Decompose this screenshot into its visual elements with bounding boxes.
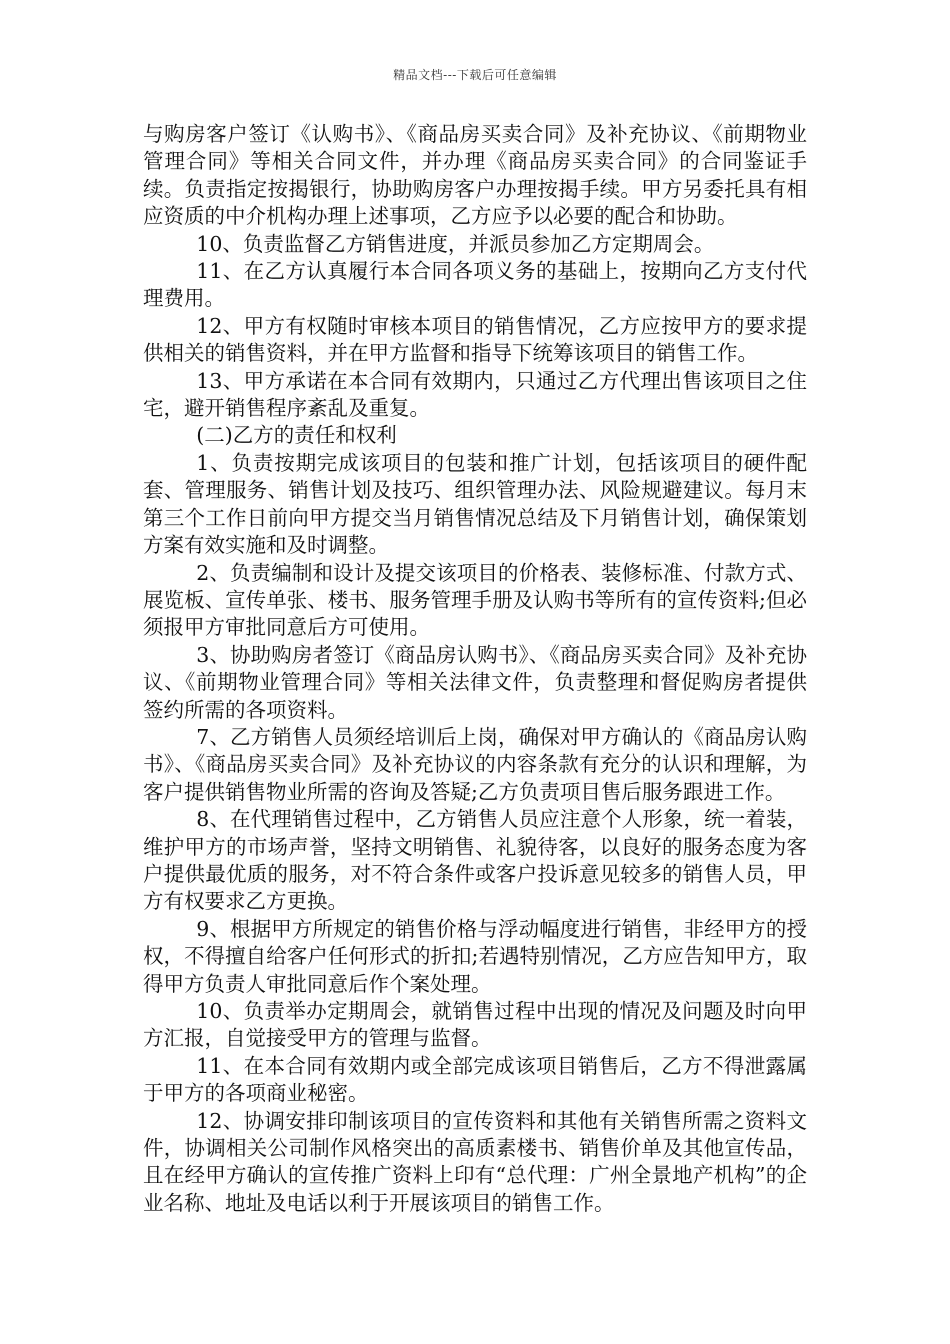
paragraph-item-12-party-a: 12、甲方有权随时审核本项目的销售情况，乙方应按甲方的要求提供相关的销售资料，并在甲方监督和指导下统筹该项目的销售工作。: [143, 313, 807, 366]
paragraph-item-3-party-b: 3、协助购房者签订《商品房认购书》、《商品房买卖合同》及补充协议、《前期物业管理合同》等相关法律文件，负责整理和督促购房者提供签约所需的各项资料。: [143, 642, 807, 722]
paragraph-item-10-party-b: 10、负责举办定期周会，就销售过程中出现的情况及问题及时向甲方汇报，自觉接受甲方的管理与监督。: [143, 999, 807, 1051]
paragraph-item-11-party-a: 11、在乙方认真履行本合同各项义务的基础上，按期向乙方支付代理费用。: [143, 259, 807, 311]
document-body: [143, 121, 807, 1217]
paragraph-item-10-party-a: 10、负责监督乙方销售进度，并派员参加乙方定期周会。: [196, 231, 715, 256]
page-header: 精品文档---下载后可任意编辑: [393, 68, 557, 82]
paragraph-item-9-party-b: 9、根据甲方所规定的销售价格与浮动幅度进行销售，非经甲方的授权，不得擅自给客户任何形式的折扣;若遇特别情况，乙方应告知甲方，取得甲方负责人审批同意后作个案处理。: [143, 916, 807, 996]
paragraph-item-7-party-b: 7、乙方销售人员须经培训后上岗，确保对甲方确认的《商品房认购书》、《商品房买卖合同》及补充协议的内容条款有充分的认识和理解，为客户提供销售物业所需的咨询及答疑;乙方负责项目售后服务跟进工作。: [143, 724, 807, 804]
paragraph-continuation: 与购房客户签订《认购书》、《商品房买卖合同》及补充协议、《前期物业管理合同》等相关合同文件，并办理《商品房买卖合同》的合同鉴证手续。负责指定按揭银行，协助购房客户办理按揭手续。甲方另委托具有相应资质的中介机构办理上述事项，乙方应予以必要的配合和协助。: [143, 122, 807, 229]
paragraph-item-12-party-b: 12、协调安排印制该项目的宣传资料和其他有关销售所需之资料文件，协调相关公司制作风格突出的高质素楼书、销售价单及其他宣传品，且在经甲方确认的宣传推广资料上印有“总代理：广州全景地产机构”的企业名称、地址及电话以利于开展该项目的销售工作。: [143, 1108, 807, 1215]
paragraph-item-8-party-b: 8、在代理销售过程中，乙方销售人员应注意个人形象，统一着装，维护甲方的市场声誉，坚持文明销售、礼貌待客，以良好的服务态度为客户提供最优质的服务，对不符合条件或客户投诉意见较多的销售人员，甲方有权要求乙方更换。: [143, 807, 807, 914]
paragraph-item-2-party-b: 2、负责编制和设计及提交该项目的价格表、装修标准、付款方式、展览板、宣传单张、楼书、服务管理手册及认购书等所有的宣传资料;但必须报甲方审批同意后方可使用。: [143, 560, 807, 640]
paragraph-item-13-party-a: 13、甲方承诺在本合同有效期内，只通过乙方代理出售该项目之住宅，避开销售程序紊乱及重复。: [143, 368, 807, 421]
paragraph-item-11-party-b: 11、在本合同有效期内或全部完成该项目销售后，乙方不得泄露属于甲方的各项商业秘密。: [143, 1053, 807, 1106]
paragraph-item-1-party-b: 1、负责按期完成该项目的包装和推广计划，包括该项目的硬件配套、管理服务、销售计划及技巧、组织管理办法、风险规避建议。每月末第三个工作日前向甲方提交当月销售情况总结及下月销售计划，确保策划方案有效实施和及时调整。: [143, 450, 807, 558]
section-heading-party-b: (二)乙方的责任和权利: [196, 423, 397, 448]
